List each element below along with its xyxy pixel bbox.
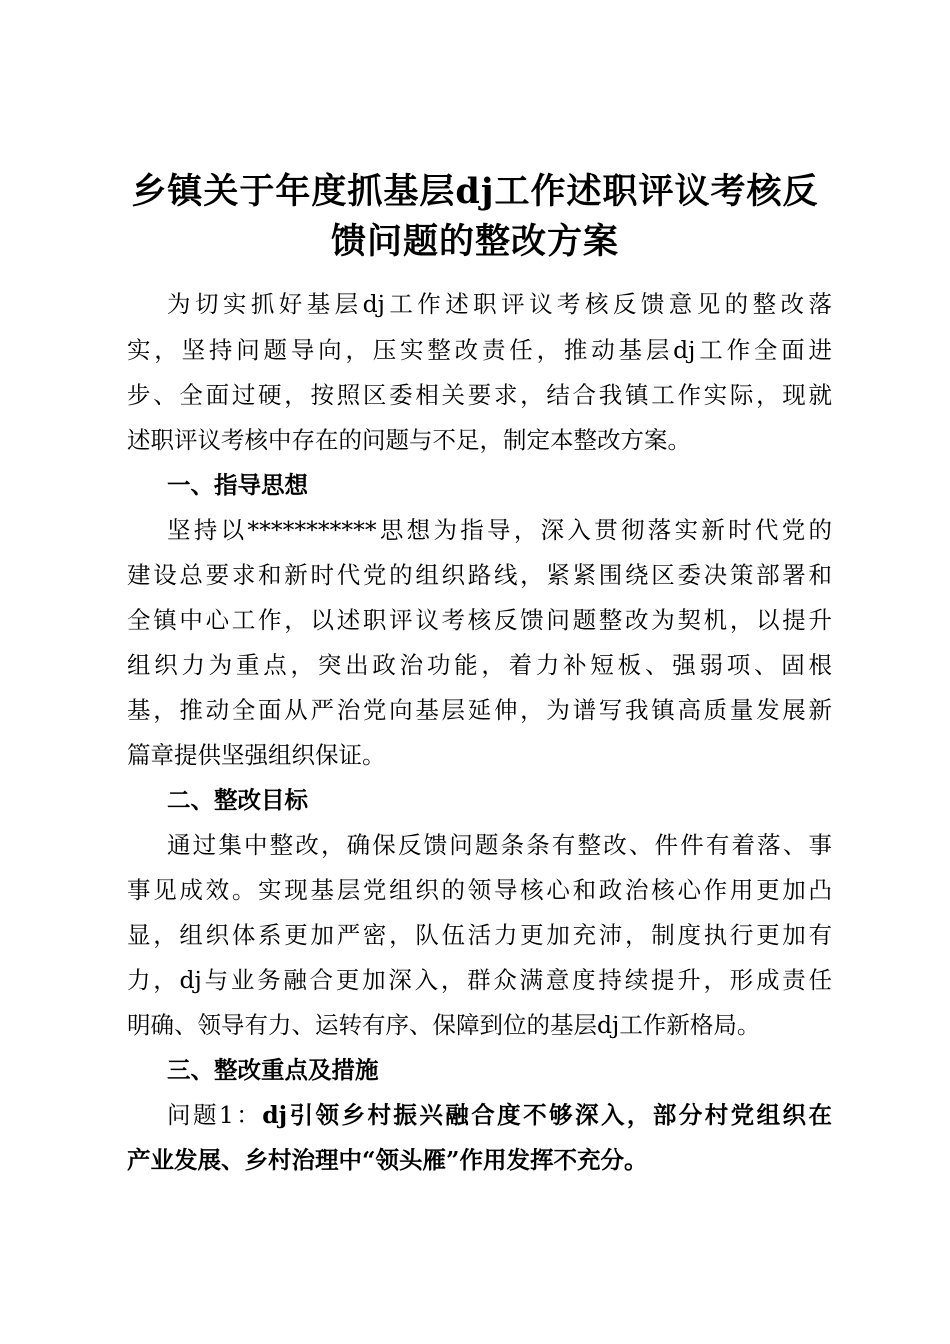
section2-line-5: 明确、领导有力、运转有序、保障到位的基层dj工作新格局。 xyxy=(127,1011,761,1039)
document-title-line-1: 乡镇关于年度抓基层dj工作述职评议考核反 xyxy=(131,171,819,212)
document-title-line-2: 馈问题的整改方案 xyxy=(330,221,619,262)
section1-line-1: 坚持以***********思想为指导，深入贯彻落实新时代党的 xyxy=(167,516,832,544)
intro-line-2: 实，坚持问题导向，压实整改责任，推动基层dj工作全面进 xyxy=(127,336,832,364)
section-heading-rectification-goals: 二、整改目标 xyxy=(167,786,308,814)
intro-line-3: 步、全面过硬，按照区委相关要求，结合我镇工作实际，现就 xyxy=(127,381,832,409)
section1-line-5: 基，推动全面从严治党向基层延伸，为谱写我镇高质量发展新 xyxy=(127,696,832,724)
problem1-text-1: dj引领乡村振兴融合度不够深入，部分村党组织在 xyxy=(262,1101,832,1129)
problem1-line-1 xyxy=(167,1095,832,1135)
section-heading-guiding-thought: 一、指导思想 xyxy=(167,471,308,499)
section2-line-3: 显，组织体系更加严密，队伍活力更加充沛，制度执行更加有 xyxy=(127,921,832,949)
intro-line-1: 为切实抓好基层dj工作述职评议考核反馈意见的整改落 xyxy=(167,290,832,318)
section1-line-4: 组织力为重点，突出政治功能，着力补短板、强弱项、固根 xyxy=(127,651,832,679)
section1-line-6: 篇章提供坚强组织保证。 xyxy=(127,741,386,769)
section2-line-4: 力，dj与业务融合更加深入，群众满意度持续提升，形成责任 xyxy=(127,966,832,994)
section2-line-2: 事见成效。实现基层党组织的领导核心和政治核心作用更加凸 xyxy=(127,876,832,904)
section1-line-3: 全镇中心工作，以述职评议考核反馈问题整改为契机，以提升 xyxy=(127,606,832,634)
section1-line-2: 建设总要求和新时代党的组织路线，紧紧围绕区委决策部署和 xyxy=(127,561,832,589)
problem1-line-2: 产业发展、乡村治理中“领头雁”作用发挥不充分。 xyxy=(127,1146,648,1174)
section2-line-1: 通过集中整改，确保反馈问题条条有整改、件件有着落、事 xyxy=(167,831,832,859)
intro-line-4: 述职评议考核中存在的问题与不足，制定本整改方案。 xyxy=(127,426,691,454)
section-heading-key-measures: 三、整改重点及措施 xyxy=(167,1056,379,1084)
problem1-label: 问题1： xyxy=(167,1101,263,1129)
